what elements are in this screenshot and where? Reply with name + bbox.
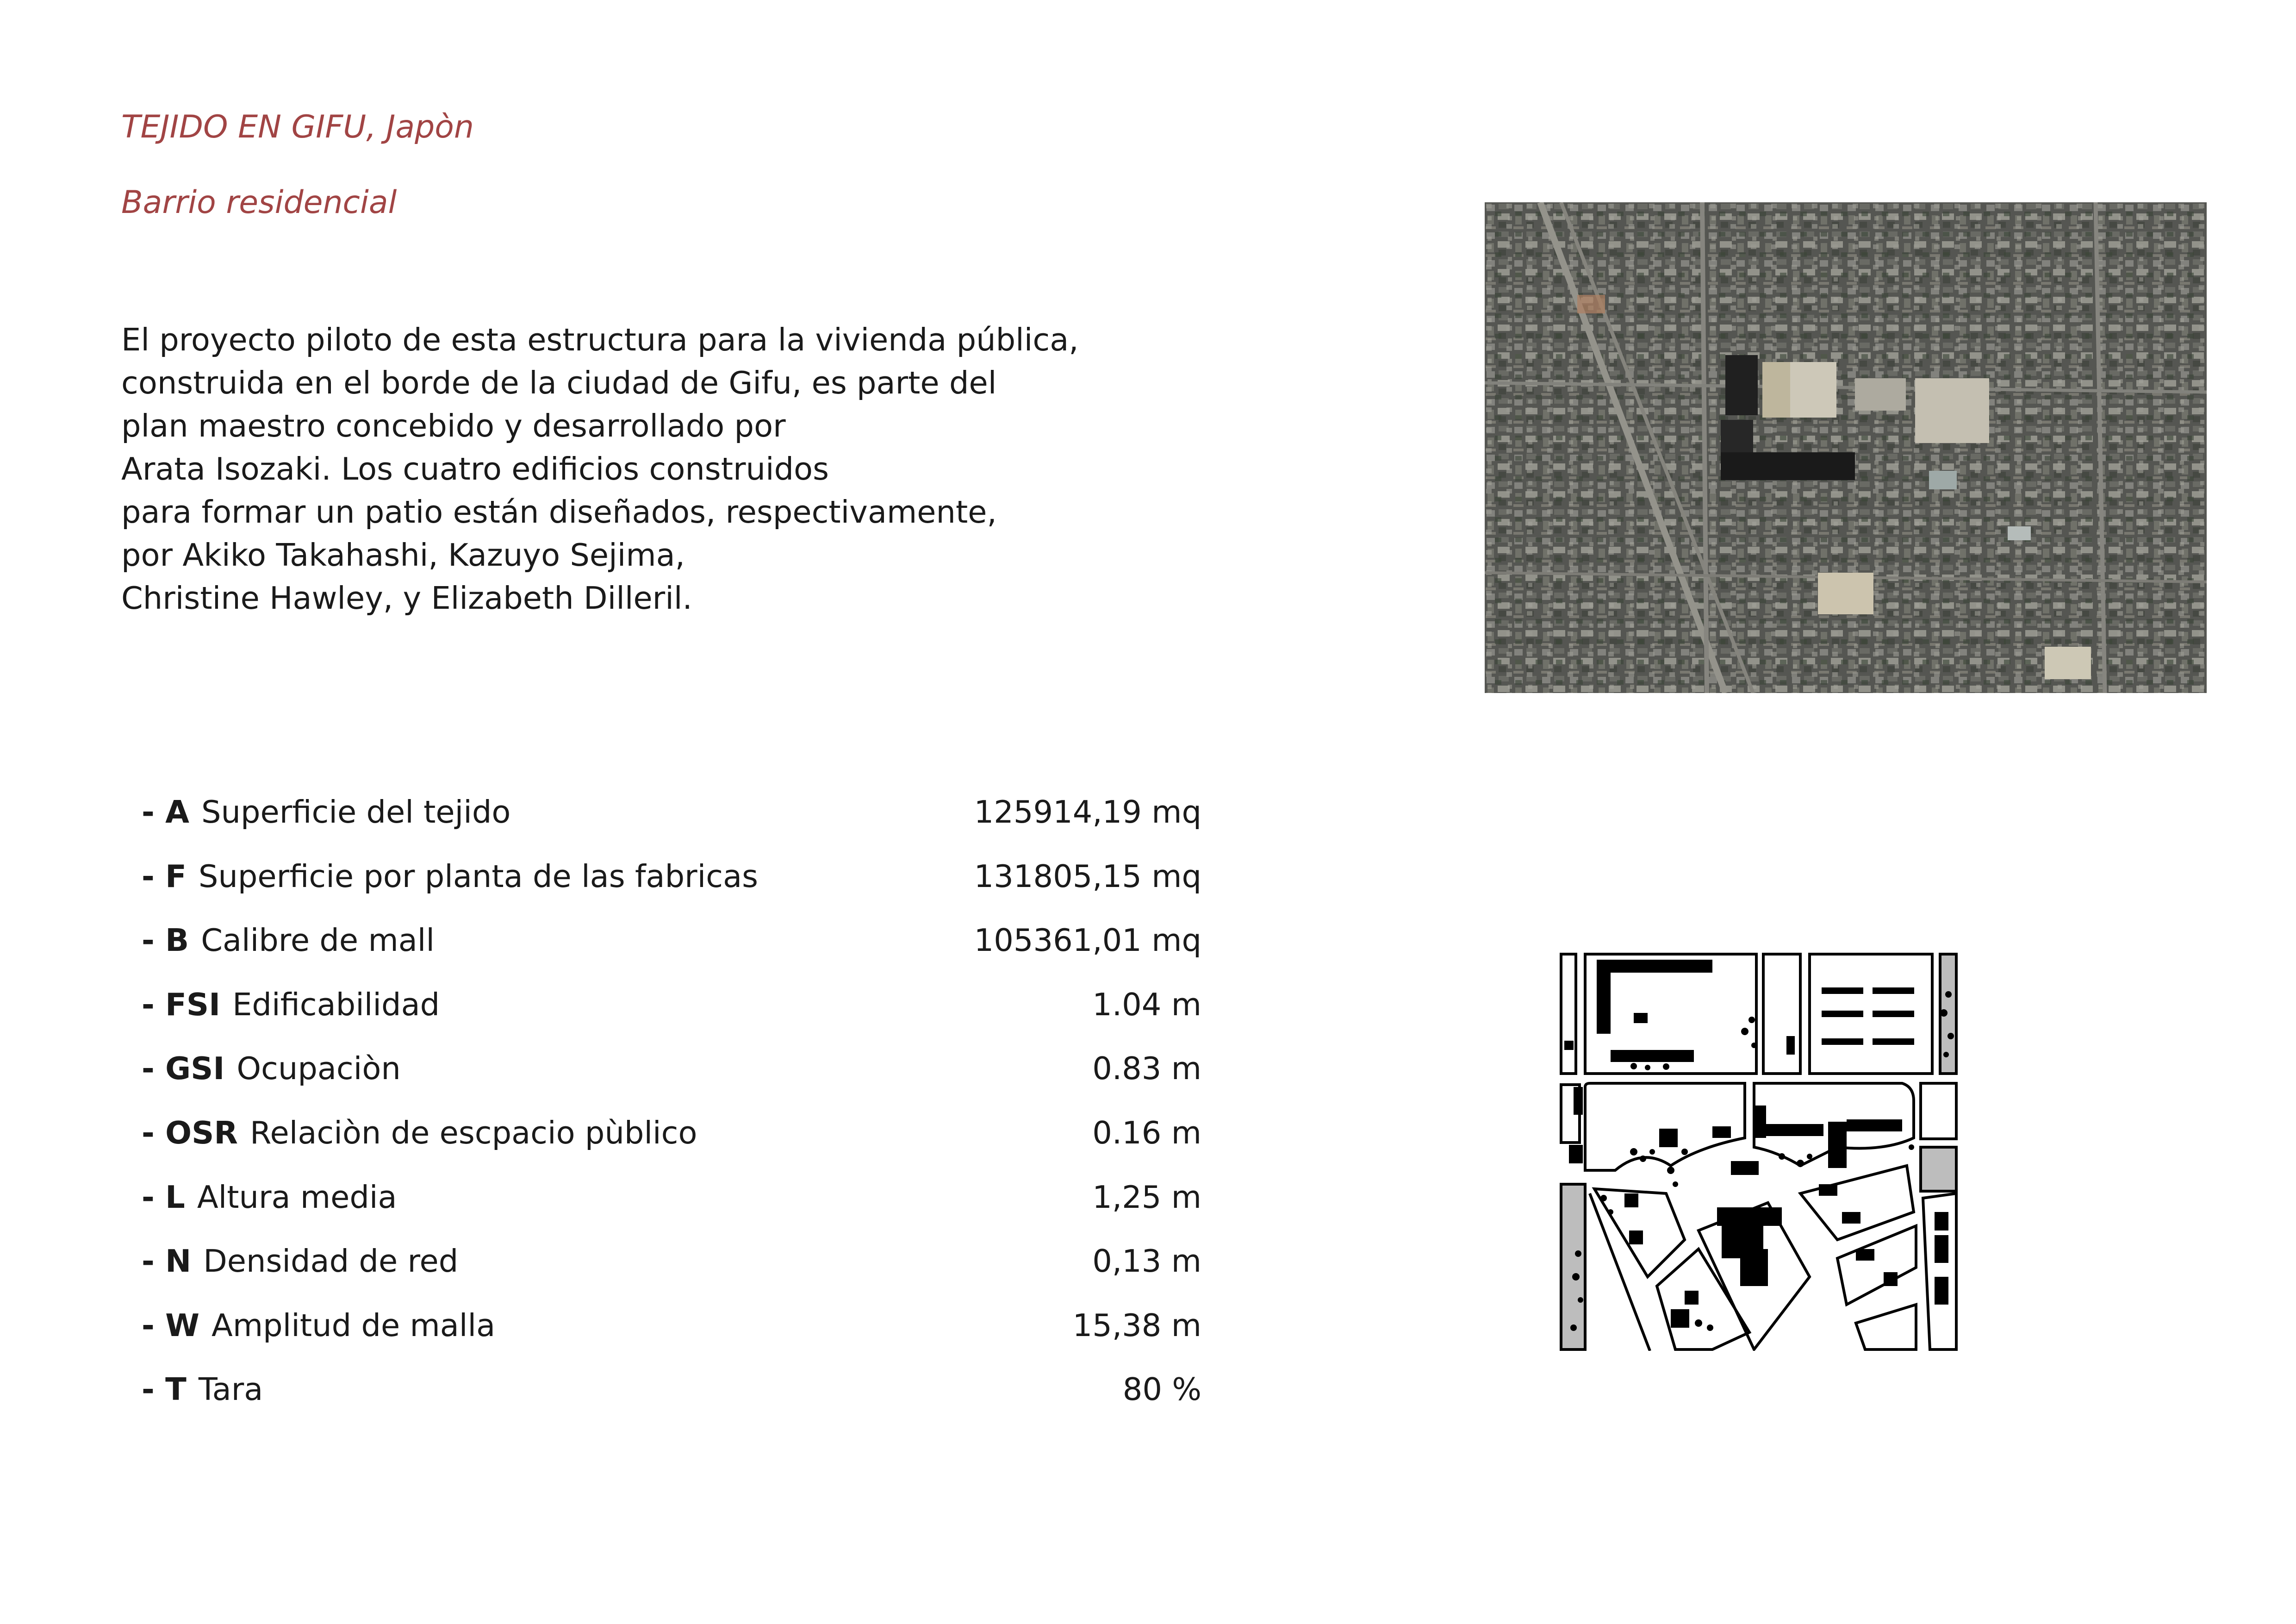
description-line: Christine Hawley, y Elizabeth Dilleril. — [121, 580, 692, 616]
description-line: por Akiko Takahashi, Kazuyo Sejima, — [121, 537, 685, 573]
metric-value: 15,38 m — [1072, 1307, 1201, 1343]
metric-row-osr — [142, 1110, 1201, 1174]
metrics-table — [142, 789, 1201, 1431]
metric-row-gsi — [142, 1046, 1201, 1110]
description-paragraph — [121, 319, 1079, 620]
metric-value: 0,13 m — [1092, 1243, 1201, 1280]
metric-label: Densidad de red — [203, 1243, 459, 1280]
description-line: construida en el borde de la ciudad de Gifu, es parte del — [121, 365, 997, 401]
metric-code: - L — [142, 1179, 185, 1215]
metric-row-f — [142, 854, 1201, 918]
aerial-photo-graphic — [1485, 202, 2207, 693]
metric-code: - A — [142, 794, 189, 830]
metric-row-l — [142, 1174, 1201, 1239]
metric-code: - W — [142, 1307, 200, 1343]
description-line: Arata Isozaki. Los cuatro edificios construidos — [121, 451, 829, 487]
metric-value: 105361,01 mq — [974, 922, 1201, 959]
metric-label: Amplitud de malla — [212, 1307, 496, 1343]
plan-graphic — [1560, 953, 1958, 1351]
metric-row-w — [142, 1303, 1201, 1367]
metric-code: - B — [142, 922, 189, 959]
page-subtitle: Barrio residencial — [121, 184, 397, 221]
metric-label: Relaciòn de escpacio pùblico — [249, 1114, 697, 1151]
metric-code: - OSR — [142, 1114, 238, 1151]
metric-code: - N — [142, 1243, 192, 1280]
metric-label: Altura media — [197, 1179, 397, 1215]
page-title: TEJIDO EN GIFU, Japòn — [121, 109, 474, 145]
figure-ground-plan — [1560, 953, 1958, 1351]
metric-row-fsi — [142, 982, 1201, 1046]
metric-row-a — [142, 789, 1201, 854]
metric-value: 1.04 m — [1092, 986, 1201, 1023]
description-line: para formar un patio están diseñados, respectivamente, — [121, 494, 997, 530]
metric-label: Superficie por planta de las fabricas — [198, 858, 759, 894]
metric-label: Calibre de mall — [201, 922, 435, 959]
metric-value: 0.83 m — [1092, 1050, 1201, 1087]
metric-label: Ocupaciòn — [236, 1050, 401, 1087]
metric-row-b — [142, 918, 1201, 982]
metric-label: Tara — [198, 1371, 263, 1408]
description-line: plan maestro concebido y desarrollado por — [121, 408, 786, 444]
metric-row-n — [142, 1238, 1201, 1303]
metric-value: 125914,19 mq — [974, 794, 1201, 830]
aerial-photo — [1485, 202, 2207, 693]
metric-code: - T — [142, 1371, 187, 1408]
metric-label: Edificabilidad — [232, 986, 440, 1023]
metric-code: - FSI — [142, 986, 221, 1023]
metric-code: - GSI — [142, 1050, 225, 1087]
metric-row-t — [142, 1367, 1201, 1431]
metric-label: Superficie del tejido — [201, 794, 511, 830]
metric-value: 80 % — [1122, 1371, 1201, 1408]
metric-value: 1,25 m — [1092, 1179, 1201, 1215]
metric-value: 131805,15 mq — [974, 858, 1201, 894]
description-line: El proyecto piloto de esta estructura para la vivienda pública, — [121, 322, 1079, 358]
metric-code: - F — [142, 858, 187, 894]
metric-value: 0.16 m — [1092, 1114, 1201, 1151]
